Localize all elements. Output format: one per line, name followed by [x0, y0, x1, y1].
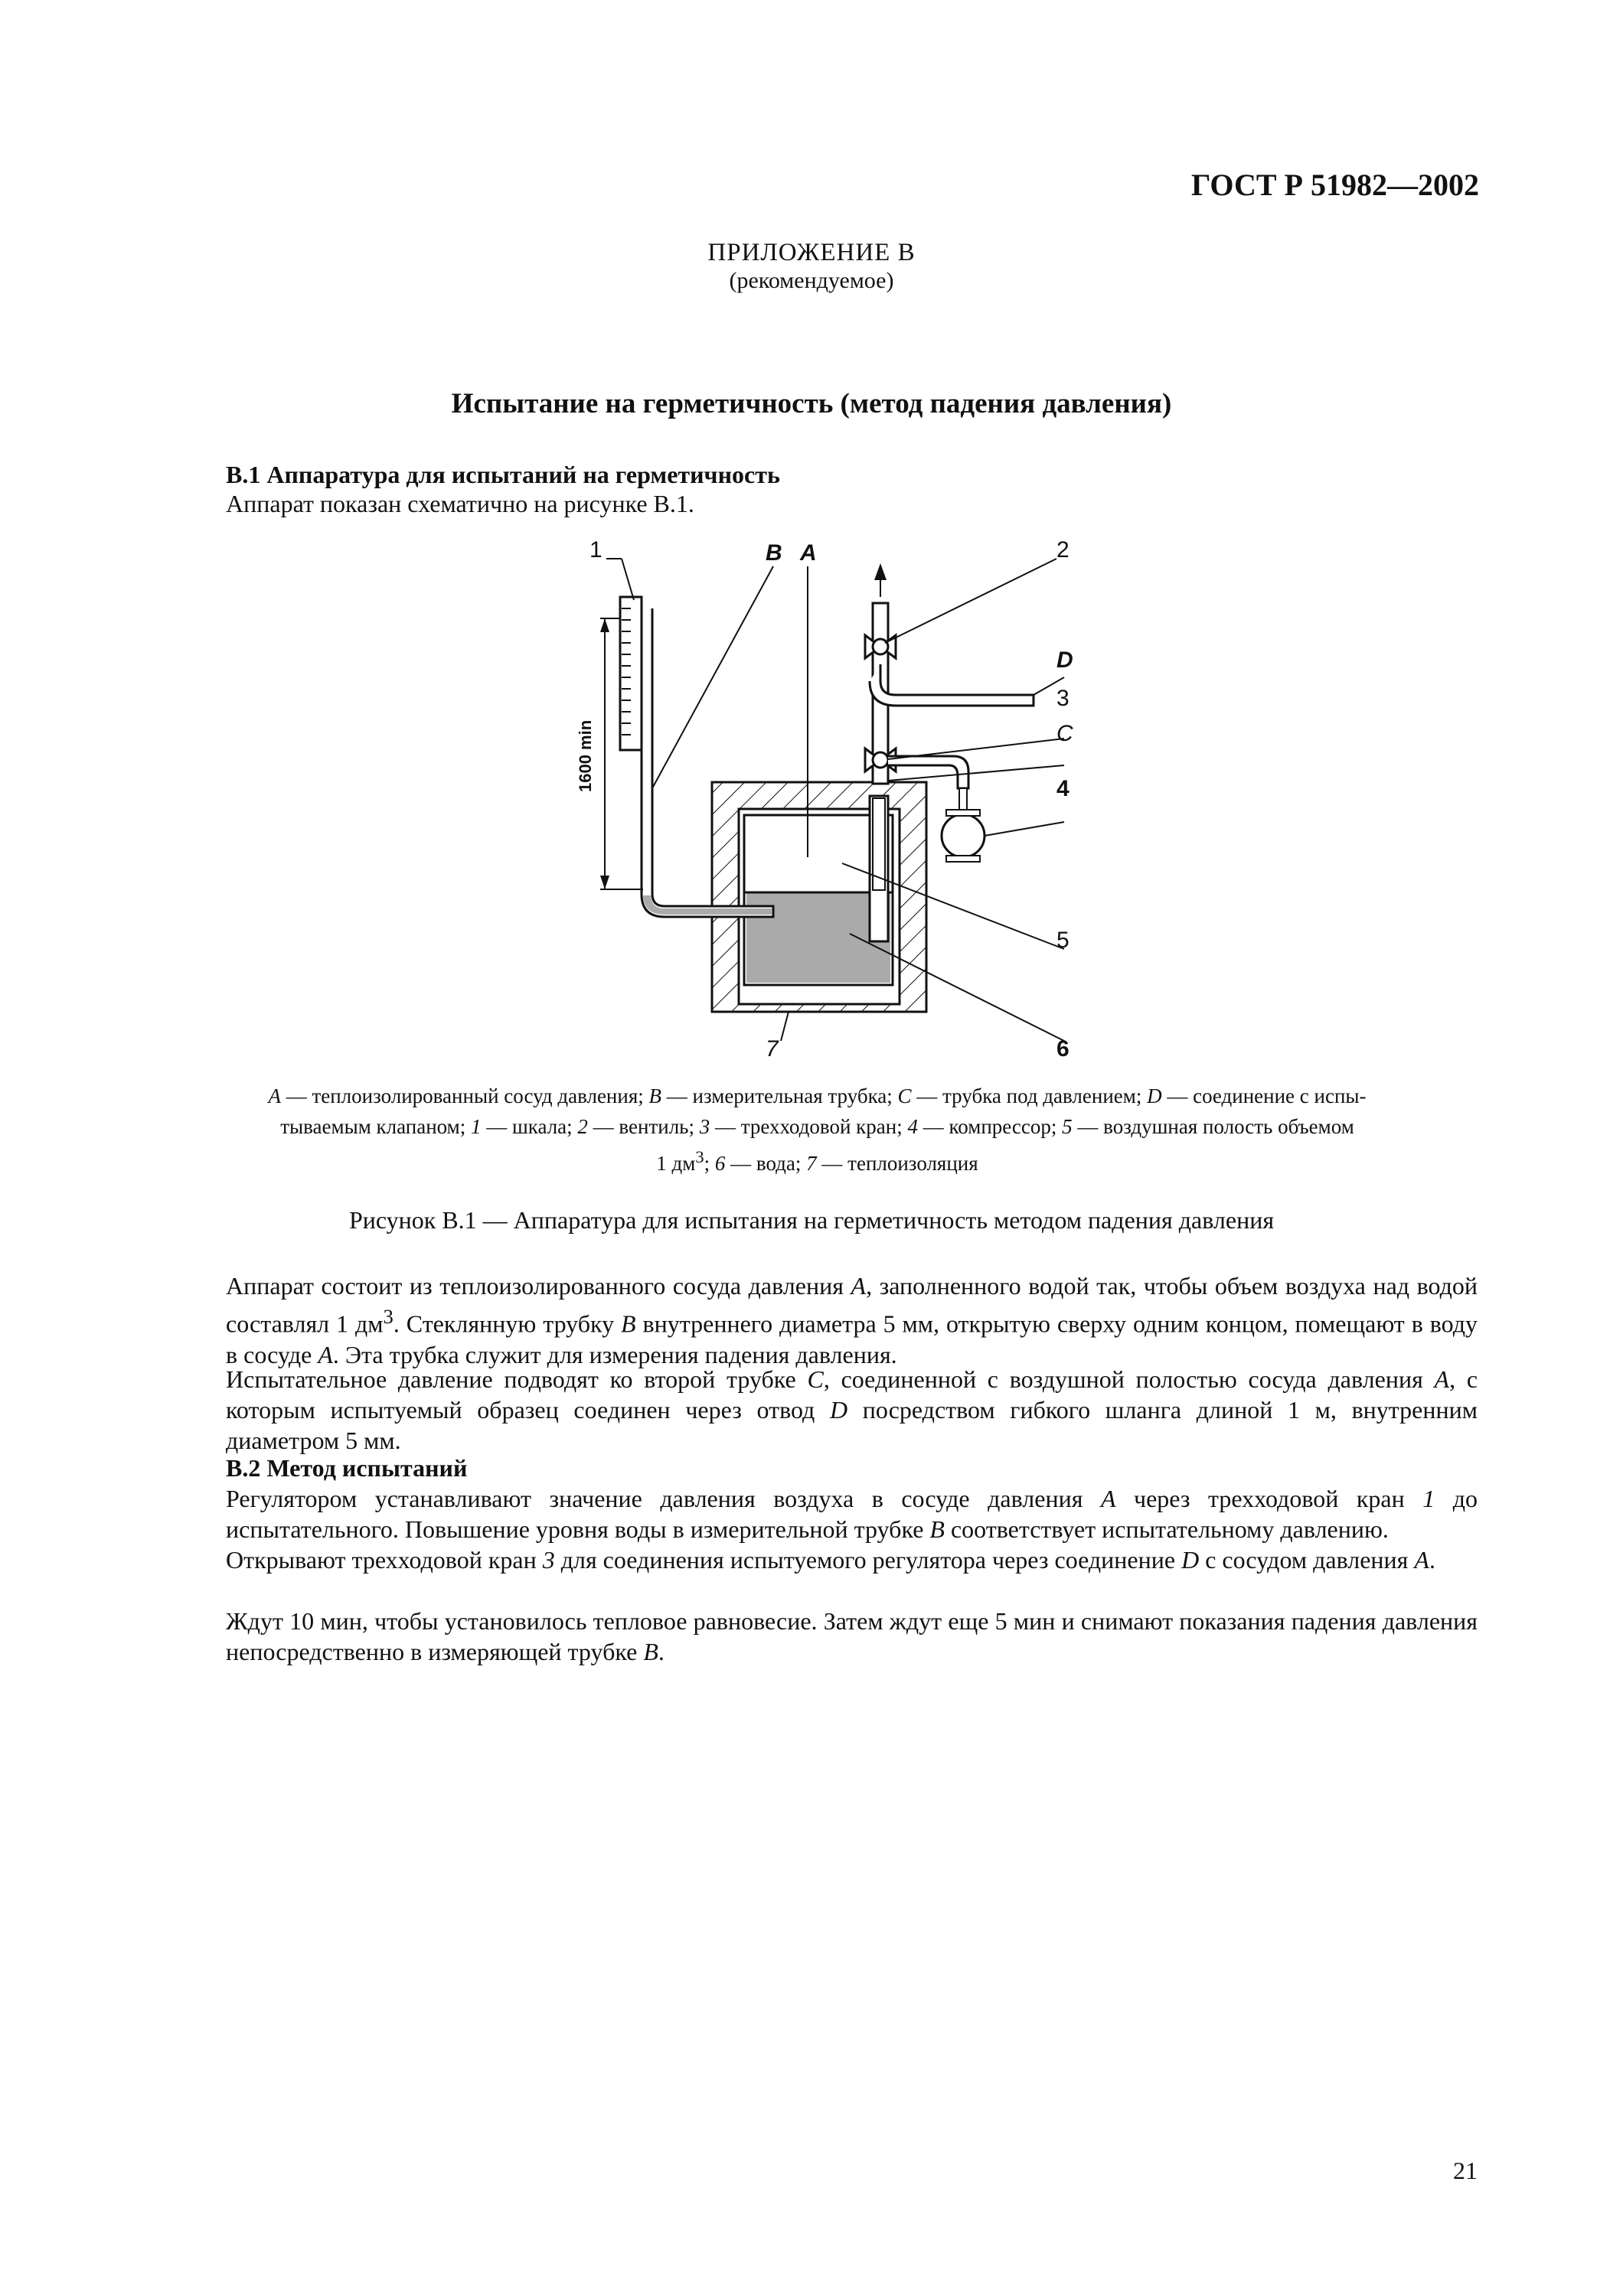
method-paragraph-3: Ждут 10 мин, чтобы установилось тепловое равновесие. Затем ждут еще 5 мин и снимают показания падения давления непосредственно в измеряющей трубке B.: [226, 1607, 1478, 1665]
document-code: ГОСТ Р 51982—2002: [1190, 168, 1479, 202]
connection-d-shape: [870, 664, 1034, 706]
compressor-shape: [942, 814, 985, 857]
apparatus-diagram: [536, 536, 1118, 1064]
subsection-1-intro: Аппарат показан схематично на рисунке В.1.: [226, 490, 694, 517]
figure-label-6: 6: [1056, 1036, 1069, 1062]
appendix-subtitle: (рекомендуемое): [729, 268, 894, 293]
body-paragraph-2: Испытательное давление подводят ко второй трубке C, соединенной с воздушной полостью сосуда давления A, с которым испытуемый образец соединен через отвод D посредством гибкого шланга длиной 1 м, внутренним диаметром 5 мм.: [226, 1365, 1478, 1454]
figure-legend: A — теплоизолированный сосуд давления; B — измерительная трубка; C — трубка под давлением; D — соединение с испы- тываемым клапаном; 1 — шкала; 2 — вентиль; 3 — трехходовой кран; 4 — компрессор; 5 — воздушная полость объемом 1 $дм^3$; 6 — вода; 7 — теплоизоляция: [268, 1084, 1367, 1175]
method-paragraph-1: Регулятором устанавливают значение давления воздуха в сосуде давления A через трехходовой кран 1 до испытательного. Повышение уровня воды в измерительной трубке B соответствует испытательному давлению.: [226, 1485, 1478, 1543]
subsection-1-heading: В.1 Аппаратура для испытаний на герметичность: [226, 461, 780, 488]
figure-label-a: A: [800, 540, 817, 566]
body-paragraph-1: Аппарат состоит из теплоизолированного сосуда давления A, заполненного водой так, чтобы объем воздуха над водой составлял 1 $дм^3$. Стеклянную трубку B внутреннего диаметра 5 мм, открытую сверху одним концом, помещают в воду в сосуде A. Эта трубка служит для измерения падения давления.: [226, 1272, 1478, 1368]
page-number: 21: [1453, 2157, 1478, 2184]
figure-label-d: D: [1056, 647, 1073, 673]
dimension-label: 1600 min: [576, 719, 595, 792]
outlet-arrow: [874, 563, 887, 580]
figure-label-2: 2: [1056, 537, 1069, 563]
appendix-title: ПРИЛОЖЕНИЕ В: [707, 239, 916, 266]
figure-label-b: B: [766, 540, 782, 566]
figure-label-c: C: [1056, 721, 1073, 746]
figure-label-3: 3: [1056, 686, 1069, 711]
figure-label-5: 5: [1056, 928, 1069, 953]
method-paragraph-2: Открывают трехходовой кран 3 для соединения испытуемого регулятора через соединение D с сосудом давления A.: [226, 1546, 1435, 1574]
figure-caption: Рисунок В.1 — Аппаратура для испытания на герметичность методом падения давления: [348, 1206, 1275, 1234]
section-title: Испытание на герметичность (метод падения давления): [451, 388, 1172, 419]
figure-label-4: 4: [1056, 776, 1069, 801]
figure-label-1: 1: [589, 537, 603, 563]
subsection-2-heading: В.2 Метод испытаний: [226, 1454, 468, 1482]
figure-label-7: 7: [766, 1036, 779, 1062]
